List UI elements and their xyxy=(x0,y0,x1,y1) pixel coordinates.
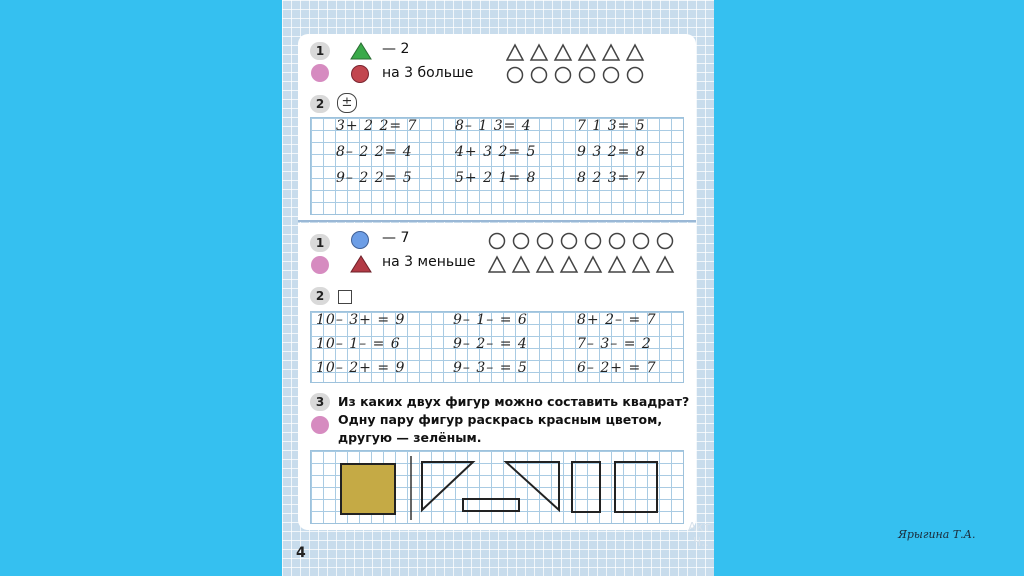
task1-line2-text: на 3 больше xyxy=(382,65,474,81)
triangles-row xyxy=(488,255,688,275)
author-credit: Ярыгина Т.А. xyxy=(898,528,976,541)
expression-cell: 5+ 2 1= 8 xyxy=(455,170,537,186)
expression-cell: 10– 1– = 6 xyxy=(316,336,401,352)
task3-text: Из каких двух фигур можно составить квадрат? Одну пару фигур раскрась красным цветом, другую — зелёным. xyxy=(338,394,690,445)
blue-circle-icon xyxy=(349,231,371,249)
expression-cell: 9 3 2= 8 xyxy=(577,144,646,160)
circles-row xyxy=(488,231,688,251)
square-shape xyxy=(615,462,657,512)
task-number-badge: 1 xyxy=(310,234,330,252)
circles-row xyxy=(506,65,666,85)
red-triangle-icon xyxy=(350,255,372,273)
expression-cell: 6– 2+ = 7 xyxy=(577,360,657,376)
shapes-drawing xyxy=(310,450,682,522)
triangles-row xyxy=(506,43,666,63)
triangle-shape xyxy=(422,462,473,510)
expression-cell: 10– 2+ = 9 xyxy=(316,360,406,376)
expression-cell: 8– 2 2= 4 xyxy=(336,144,413,160)
expression-cell: 9– 2 2= 5 xyxy=(336,170,413,186)
page-number: 4 xyxy=(296,545,306,561)
expression-cell: 9– 3– = 5 xyxy=(453,360,528,376)
pencil-icon xyxy=(311,416,329,434)
green-triangle-icon xyxy=(350,42,372,60)
expression-cell: 7 1 3= 5 xyxy=(577,118,646,134)
section-divider xyxy=(298,220,696,222)
expression-cell: 9– 2– = 4 xyxy=(453,336,528,352)
pencil-icon xyxy=(311,64,329,82)
task1-line1-text: — 7 xyxy=(382,230,410,246)
task1-line2-text: на 3 меньше xyxy=(382,254,476,270)
watermark-text-line2: Ч.. xyxy=(693,535,709,549)
plus-minus-icon: ± xyxy=(337,93,357,113)
task1-line1-text: — 2 xyxy=(382,41,410,57)
watermark-text: Акт xyxy=(688,520,711,534)
expression-cell: 3+ 2 2= 7 xyxy=(336,118,418,134)
expression-cell: 8+ 2– = 7 xyxy=(577,312,657,328)
narrow-rectangle-shape xyxy=(572,462,600,512)
expression-cell: 7– 3– = 2 xyxy=(577,336,652,352)
task-number-badge: 1 xyxy=(310,42,330,60)
empty-box-icon xyxy=(338,290,352,304)
long-rectangle-shape xyxy=(463,499,519,511)
pencil-icon xyxy=(311,256,329,274)
red-circle-icon xyxy=(349,65,371,83)
expression-cell: 8– 1 3= 4 xyxy=(455,118,532,134)
colored-square xyxy=(341,464,395,514)
expression-cell: 10– 3+ = 9 xyxy=(316,312,406,328)
expression-cell: 4+ 3 2= 5 xyxy=(455,144,537,160)
triangle-shape xyxy=(506,462,559,510)
task-number-badge: 3 xyxy=(310,393,330,411)
expression-cell: 9– 1– = 6 xyxy=(453,312,528,328)
task-number-badge: 2 xyxy=(310,287,330,305)
task-number-badge: 2 xyxy=(310,95,330,113)
expression-cell: 8 2 3= 7 xyxy=(577,170,646,186)
